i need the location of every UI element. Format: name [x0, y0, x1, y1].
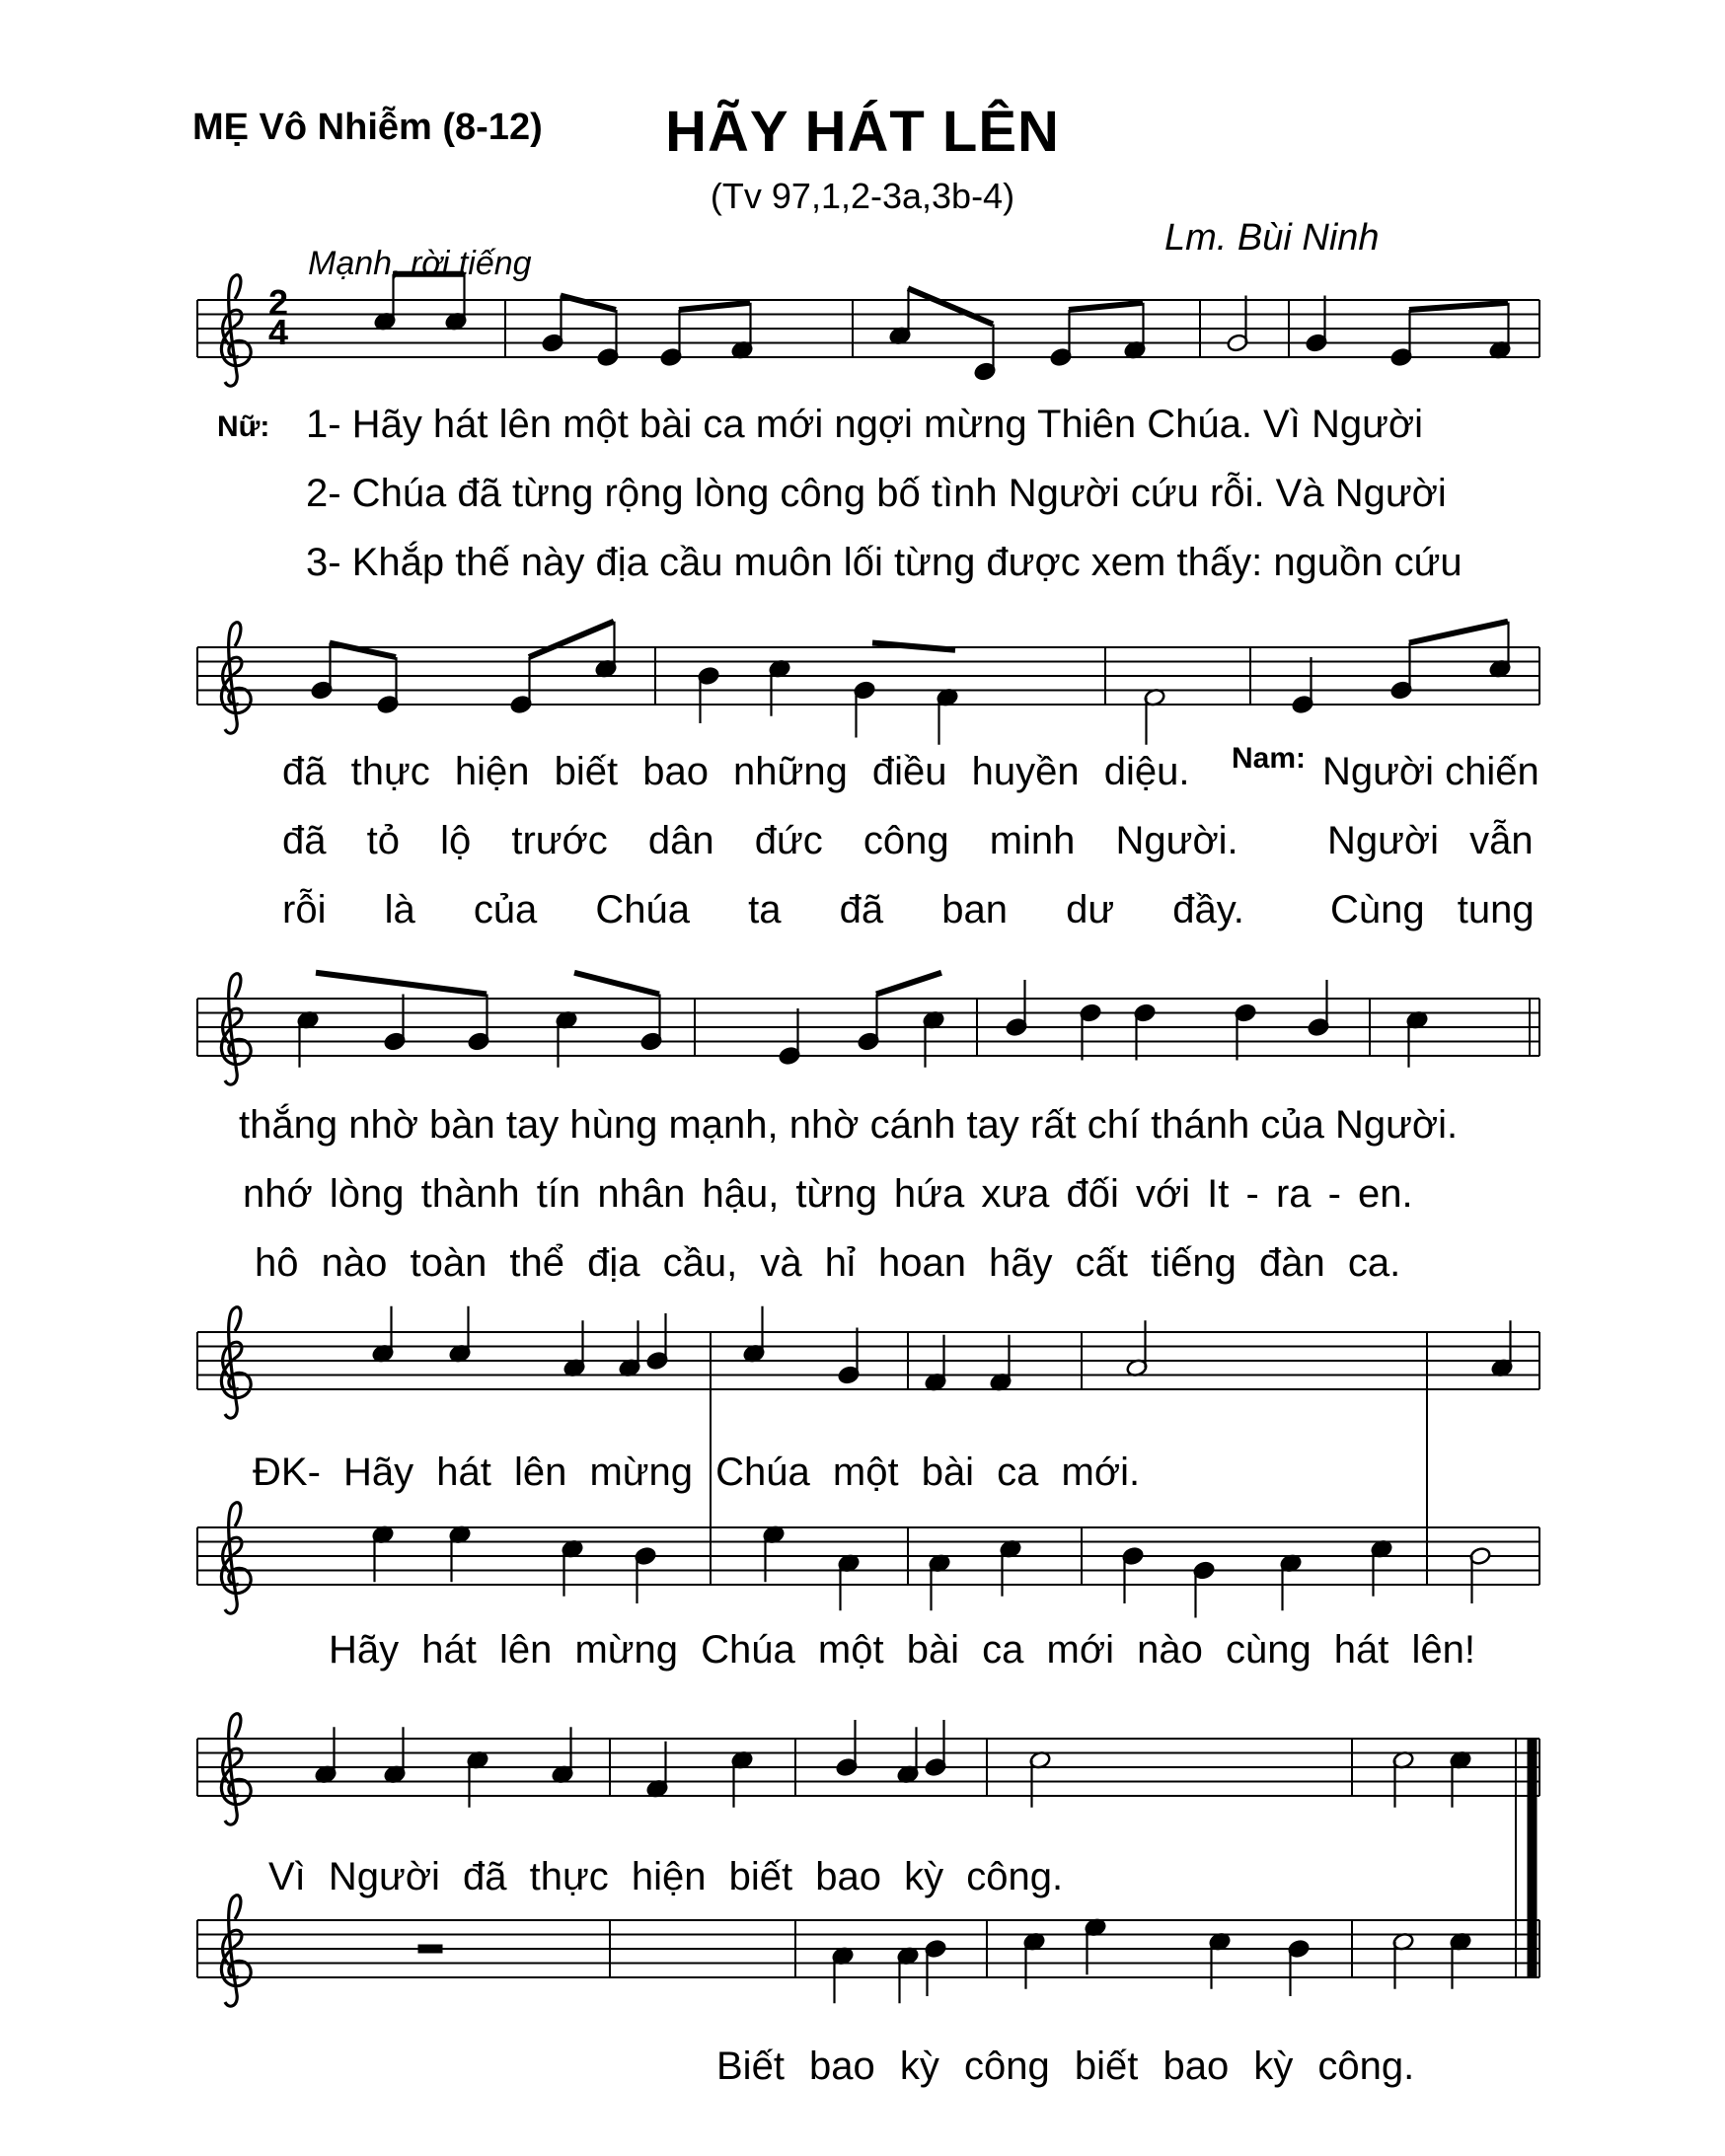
treble-clef-icon [221, 1307, 251, 1418]
verse2-line2-end: Người vẫn [1327, 819, 1534, 862]
treble-clef-icon [221, 623, 251, 733]
time-signature: 2 4 [268, 282, 289, 352]
note-beam [908, 288, 993, 324]
verse1-line1-lyrics: 1- Hãy hát lên một bài ca mới ngợi mừng Thiên Chúa. Vì Người [306, 403, 1423, 446]
note-beam [876, 973, 941, 995]
men-voice-label: Nam: [1232, 742, 1307, 775]
note-beam [1409, 622, 1508, 643]
treble-clef-icon [221, 1503, 251, 1613]
psalm-reference: (Tv 97,1,2-3a,3b-4) [710, 176, 1015, 216]
treble-clef-icon [221, 974, 251, 1084]
women-voice-label: Nữ: [217, 410, 270, 443]
note-beam [1069, 303, 1143, 310]
note-beam [561, 296, 616, 311]
refrain-lower-lyrics-1: Hãy hát lên mừng Chúa một bài ca mới nào cùng hát lên! [329, 1628, 1476, 1672]
verse1-line2-end: Người chiến [1322, 750, 1539, 793]
treble-clef-icon [221, 1714, 251, 1824]
treble-clef-icon [221, 1896, 251, 2006]
verse3-line2-lyrics: rỗi là của Chúa ta đã ban dư đầy. [282, 888, 1244, 931]
whole-rest [418, 1945, 442, 1953]
note-beam [316, 973, 487, 995]
verse3-line3-lyrics: hô nào toàn thể địa cầu, và hỉ hoan hãy cất tiếng đàn ca. [255, 1241, 1401, 1285]
verse2-line2-lyrics: đã tỏ lộ trước dân đức công minh Người. [282, 819, 1238, 862]
verse1-line2-lyrics: đã thực hiện biết bao những điều huyền diệu. [282, 750, 1190, 793]
verse1-line3-lyrics: thắng nhờ bàn tay hùng mạnh, nhờ cánh tay rất chí thánh của Người. [239, 1103, 1459, 1147]
final-barline [1528, 1739, 1537, 1977]
verse2-line1-lyrics: 2- Chúa đã từng rộng lòng công bố tình Người cứu rỗi. Và Người [306, 472, 1447, 515]
note-beam [330, 643, 396, 658]
refrain-upper-lyrics-1: ĐK- Hãy hát lên mừng Chúa một bài ca mới. [253, 1450, 1141, 1494]
note-beam [679, 303, 750, 310]
tempo-marking: Mạnh, rời tiếng [308, 245, 532, 282]
verse3-line2-end: Cùng tung [1330, 888, 1535, 931]
treble-clef-icon [221, 275, 251, 386]
composer-name: Lm. Bùi Ninh [1164, 217, 1380, 259]
note-beam [529, 622, 614, 657]
collection-label: MẸ Vô Nhiễm (8-12) [192, 107, 543, 148]
verse3-line1-lyrics: 3- Khắp thế này địa cầu muôn lối từng được xem thấy: nguồn cứu [306, 541, 1462, 584]
note-beam [872, 643, 955, 650]
refrain-lower-lyrics-2: Biết bao kỳ công biết bao kỳ công. [716, 2044, 1415, 2088]
note-beam [574, 973, 659, 995]
note-beam [1409, 303, 1508, 310]
song-title: HÃY HÁT LÊN [665, 100, 1060, 164]
refrain-upper-lyrics-2: Vì Người đã thực hiện biết bao kỳ công. [268, 1855, 1064, 1898]
verse2-line3-lyrics: nhớ lòng thành tín nhân hậu, từng hứa xưa đối với It - ra - en. [243, 1172, 1413, 1216]
